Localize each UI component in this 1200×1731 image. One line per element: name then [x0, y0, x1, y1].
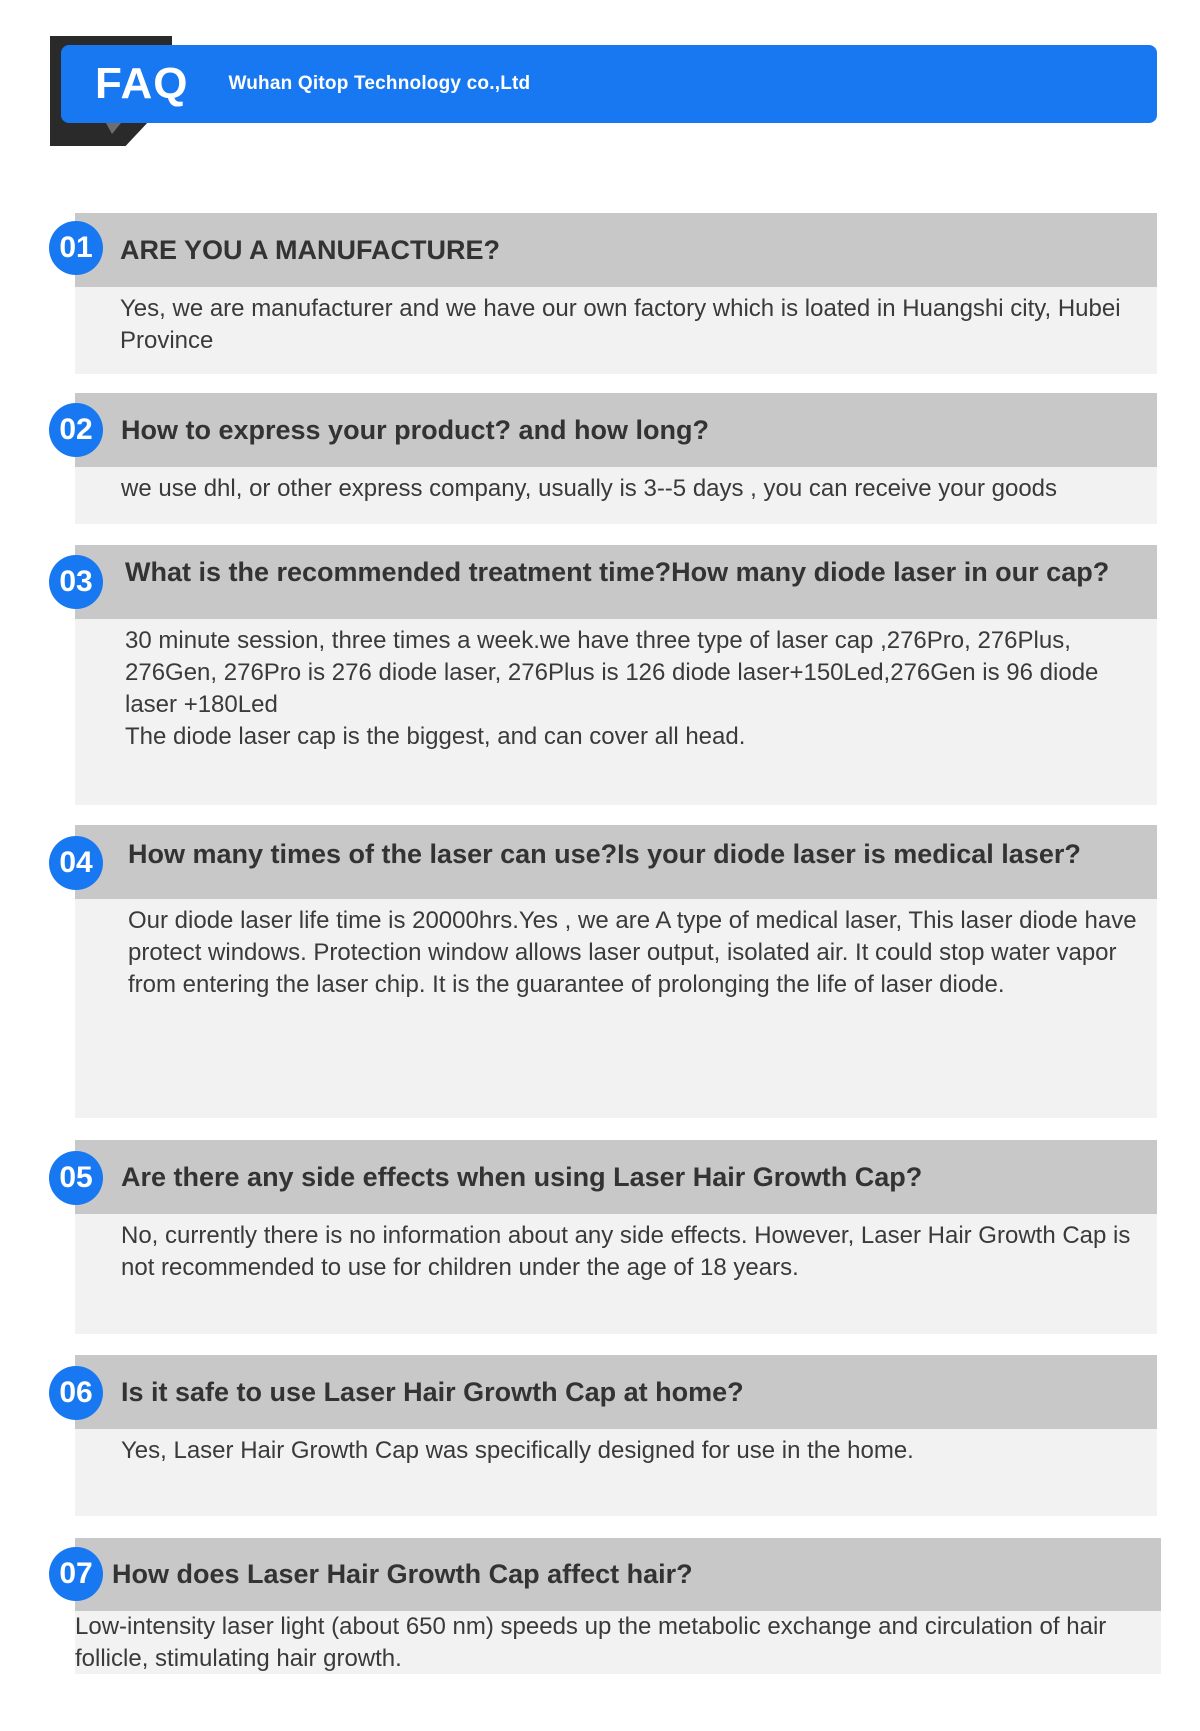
- faq-question: [75, 213, 1157, 287]
- faq-answer-text: Yes, we are manufacturer and we have our own factory which is loated in Huangshi city, Hubei Province: [120, 295, 1121, 354]
- faq-question-text: Are there any side effects when using Laser Hair Growth Cap?: [121, 1161, 923, 1192]
- faq-answer-text: Low-intensity laser light (about 650 nm) speeds up the metabolic exchange and circulation of hair follicle, stimulating hair growth.: [75, 1613, 1107, 1672]
- faq-question-text: How does Laser Hair Growth Cap affect hair?: [112, 1559, 693, 1589]
- faq-answer-text: No, currently there is no information about any side effects. However, Laser Hair Growth Cap is not recommended to use for children under the age of 18 years.: [121, 1222, 1131, 1281]
- faq-number-badge: 03: [49, 555, 103, 609]
- faq-question: [75, 1355, 1157, 1429]
- faq-answer: [75, 1429, 1157, 1516]
- faq-question-text: How many times of the laser can use?Is your diode laser is medical laser?: [128, 839, 1081, 869]
- faq-answer-text: we use dhl, or other express company, usually is 3--5 days , you can receive your goods: [121, 475, 1058, 502]
- faq-answer: [75, 467, 1157, 524]
- faq-answer: [75, 899, 1157, 1118]
- faq-number-badge: 07: [49, 1547, 103, 1601]
- faq-question: [75, 825, 1157, 899]
- faq-number-badge: 05: [49, 1151, 103, 1205]
- faq-answer-text: 30 minute session, three times a week.we have three type of laser cap ,276Pro, 276Plus, 276Gen, 276Pro is 276 diode laser, 276Plus is 126 diode laser+150Led,276Gen is 96 diode laser +180Led: [125, 627, 1099, 718]
- faq-answer: [75, 1214, 1157, 1334]
- faq-number-badge: 06: [49, 1366, 103, 1420]
- faq-question: [75, 1538, 1161, 1611]
- header-banner: [61, 45, 1157, 123]
- faq-question-text: Is it safe to use Laser Hair Growth Cap at home?: [121, 1376, 744, 1407]
- page-title: FAQ: [95, 59, 189, 108]
- faq-number-badge: 02: [49, 403, 103, 457]
- faq-answer: [75, 619, 1157, 805]
- company-name: Wuhan Qitop Technology co.,Ltd: [228, 73, 531, 94]
- faq-question: [75, 545, 1157, 619]
- faq-answer: [75, 287, 1157, 374]
- faq-question: [75, 1140, 1157, 1214]
- faq-number-badge: 04: [49, 836, 103, 890]
- faq-question: [75, 393, 1157, 467]
- faq-question-text: How to express your product? and how long?: [121, 414, 710, 445]
- faq-number-badge: 01: [49, 221, 103, 275]
- faq-question-text: What is the recommended treatment time?How many diode laser in our cap?: [125, 557, 1110, 587]
- faq-question-text: ARE YOU A MANUFACTURE?: [120, 234, 501, 265]
- faq-answer: [75, 1611, 1161, 1674]
- faq-answer-text: Our diode laser life time is 20000hrs.Yes , we are A type of medical laser, This laser diode have protect windows. Protection window allows laser output, isolated air. It could stop water vapor from entering the laser chip. It is the guarantee of prolonging the life of laser diode.: [128, 907, 1137, 998]
- faq-answer-text: Yes, Laser Hair Growth Cap was specifically designed for use in the home.: [121, 1437, 914, 1464]
- faq-answer-text: The diode laser cap is the biggest, and can cover all head.: [125, 723, 746, 750]
